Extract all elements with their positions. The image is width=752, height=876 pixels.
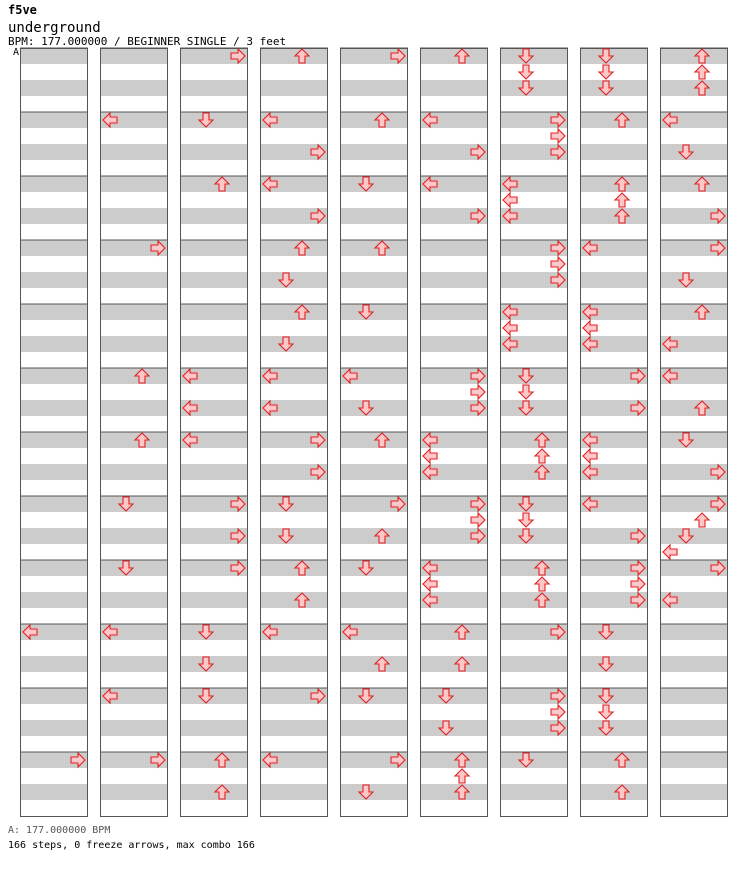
beat-band: [100, 176, 168, 192]
beat-band: [500, 432, 568, 448]
beat-band: [340, 560, 408, 576]
beat-band: [420, 304, 488, 320]
beat-band: [500, 80, 568, 96]
beat-band: [420, 336, 488, 352]
beat-band: [660, 48, 728, 64]
beat-band: [100, 560, 168, 576]
beat-band: [100, 304, 168, 320]
beat-band: [20, 432, 88, 448]
beat-band: [100, 784, 168, 800]
beat-band: [420, 720, 488, 736]
beat-band: [20, 560, 88, 576]
beat-band: [260, 496, 328, 512]
bpm-legend: A: 177.000000 BPM: [8, 825, 111, 836]
beat-band: [420, 48, 488, 64]
beat-band: [660, 144, 728, 160]
beat-band: [500, 368, 568, 384]
beat-band: [100, 592, 168, 608]
beat-band: [660, 784, 728, 800]
beat-band: [660, 80, 728, 96]
beat-band: [20, 208, 88, 224]
beat-band: [20, 464, 88, 480]
beat-band: [20, 144, 88, 160]
beat-band: [340, 112, 408, 128]
beat-band: [180, 304, 248, 320]
arrow-left-icon: [583, 321, 597, 335]
arrow-right-icon: [551, 129, 565, 143]
chart-info: BPM: 177.000000 / BEGINNER SINGLE / 3 feet: [8, 35, 287, 48]
beat-band: [260, 592, 328, 608]
beat-band: [580, 176, 648, 192]
beat-band: [340, 464, 408, 480]
beat-band: [660, 720, 728, 736]
beat-band: [340, 208, 408, 224]
beat-band: [340, 528, 408, 544]
arrow-down-icon: [599, 65, 613, 79]
beat-band: [660, 432, 728, 448]
beat-band: [20, 784, 88, 800]
arrow-left-icon: [503, 321, 517, 335]
beat-band: [260, 656, 328, 672]
chart-column: [20, 48, 88, 817]
beat-band: [500, 784, 568, 800]
beat-band: [20, 496, 88, 512]
arrow-down-icon: [519, 385, 533, 399]
arrow-up-icon: [455, 769, 469, 783]
beat-band: [580, 624, 648, 640]
beat-band: [420, 240, 488, 256]
arrow-right-icon: [551, 257, 565, 271]
arrow-up-icon: [535, 449, 549, 463]
beat-band: [20, 304, 88, 320]
beat-band: [340, 176, 408, 192]
arrow-up-icon: [695, 513, 709, 527]
beat-band: [180, 208, 248, 224]
arrow-up-icon: [535, 577, 549, 591]
song-name: underground: [8, 20, 101, 36]
beat-band: [420, 80, 488, 96]
beat-band: [420, 624, 488, 640]
beat-band: [340, 432, 408, 448]
beat-band: [340, 304, 408, 320]
beat-band: [580, 144, 648, 160]
beat-band: [260, 48, 328, 64]
chart-column: [340, 48, 408, 817]
beat-band: [180, 176, 248, 192]
beat-band: [100, 720, 168, 736]
beat-band: [20, 48, 88, 64]
beat-band: [100, 368, 168, 384]
beat-band: [340, 784, 408, 800]
beat-band: [20, 176, 88, 192]
beat-band: [20, 336, 88, 352]
beat-band: [100, 144, 168, 160]
beat-band: [340, 592, 408, 608]
beat-band: [500, 528, 568, 544]
beat-band: [100, 272, 168, 288]
beat-band: [20, 688, 88, 704]
beat-band: [100, 656, 168, 672]
beat-band: [580, 48, 648, 64]
beat-band: [180, 144, 248, 160]
beat-band: [660, 176, 728, 192]
beat-band: [20, 400, 88, 416]
arrow-left-icon: [583, 449, 597, 463]
beat-band: [660, 272, 728, 288]
beat-band: [580, 720, 648, 736]
beat-band: [180, 624, 248, 640]
beat-band: [500, 560, 568, 576]
arrow-right-icon: [631, 577, 645, 591]
beat-band: [100, 496, 168, 512]
beat-band: [180, 688, 248, 704]
beat-band: [580, 112, 648, 128]
beat-band: [100, 400, 168, 416]
beat-band: [180, 464, 248, 480]
beat-band: [100, 432, 168, 448]
beat-band: [260, 272, 328, 288]
beat-band: [180, 592, 248, 608]
chart-title: f5ve: [8, 3, 37, 17]
beat-band: [340, 272, 408, 288]
beat-band: [340, 144, 408, 160]
beat-band: [20, 528, 88, 544]
beat-band: [500, 592, 568, 608]
beat-band: [260, 304, 328, 320]
arrow-left-icon: [663, 545, 677, 559]
beat-band: [180, 752, 248, 768]
beat-band: [580, 688, 648, 704]
arrow-right-icon: [551, 705, 565, 719]
beat-band: [180, 112, 248, 128]
beat-band: [500, 656, 568, 672]
beat-band: [20, 656, 88, 672]
beat-band: [500, 48, 568, 64]
beat-band: [660, 752, 728, 768]
beat-band: [500, 464, 568, 480]
beat-band: [340, 720, 408, 736]
beat-band: [20, 592, 88, 608]
beat-band: [500, 496, 568, 512]
beat-band: [180, 336, 248, 352]
beat-band: [260, 336, 328, 352]
beat-band: [100, 48, 168, 64]
beat-band: [660, 528, 728, 544]
beat-band: [420, 272, 488, 288]
arrow-left-icon: [423, 577, 437, 591]
beat-band: [340, 80, 408, 96]
beat-band: [660, 656, 728, 672]
bpm-marker-label: A: [13, 47, 20, 58]
beat-band: [420, 688, 488, 704]
beat-band: [100, 464, 168, 480]
chart-column: [660, 48, 728, 817]
beat-band: [180, 240, 248, 256]
beat-band: [180, 720, 248, 736]
beat-band: [500, 400, 568, 416]
beat-band: [340, 400, 408, 416]
arrow-down-icon: [599, 705, 613, 719]
beat-band: [260, 784, 328, 800]
arrow-up-icon: [615, 193, 629, 207]
beat-band: [500, 752, 568, 768]
beat-band: [580, 656, 648, 672]
beat-band: [580, 80, 648, 96]
beat-band: [660, 400, 728, 416]
beat-band: [20, 112, 88, 128]
beat-band: [260, 528, 328, 544]
beat-band: [20, 80, 88, 96]
beat-band: [340, 336, 408, 352]
beat-band: [180, 784, 248, 800]
beat-band: [260, 80, 328, 96]
beat-band: [420, 752, 488, 768]
arrow-right-icon: [471, 385, 485, 399]
beat-band: [100, 528, 168, 544]
beat-band: [180, 272, 248, 288]
beat-band: [20, 368, 88, 384]
beat-band: [340, 656, 408, 672]
beat-band: [20, 720, 88, 736]
beat-band: [580, 752, 648, 768]
beat-band: [100, 336, 168, 352]
arrow-left-icon: [503, 193, 517, 207]
beat-band: [260, 720, 328, 736]
beat-band: [660, 624, 728, 640]
beat-band: [580, 272, 648, 288]
beat-band: [20, 240, 88, 256]
beat-band: [20, 272, 88, 288]
beat-band: [100, 208, 168, 224]
beat-band: [660, 304, 728, 320]
arrow-down-icon: [519, 65, 533, 79]
beat-band: [580, 208, 648, 224]
arrow-right-icon: [471, 513, 485, 527]
beat-band: [420, 656, 488, 672]
beat-band: [660, 688, 728, 704]
beat-band: [260, 240, 328, 256]
beat-band: [180, 80, 248, 96]
beat-band: [260, 560, 328, 576]
arrow-left-icon: [423, 449, 437, 463]
beat-band: [100, 80, 168, 96]
beat-band: [580, 784, 648, 800]
step-stats: 166 steps, 0 freeze arrows, max combo 166: [8, 840, 255, 851]
beat-band: [340, 688, 408, 704]
beat-band: [340, 240, 408, 256]
beat-band: [180, 656, 248, 672]
arrow-down-icon: [519, 513, 533, 527]
arrow-up-icon: [695, 65, 709, 79]
beat-band: [420, 784, 488, 800]
